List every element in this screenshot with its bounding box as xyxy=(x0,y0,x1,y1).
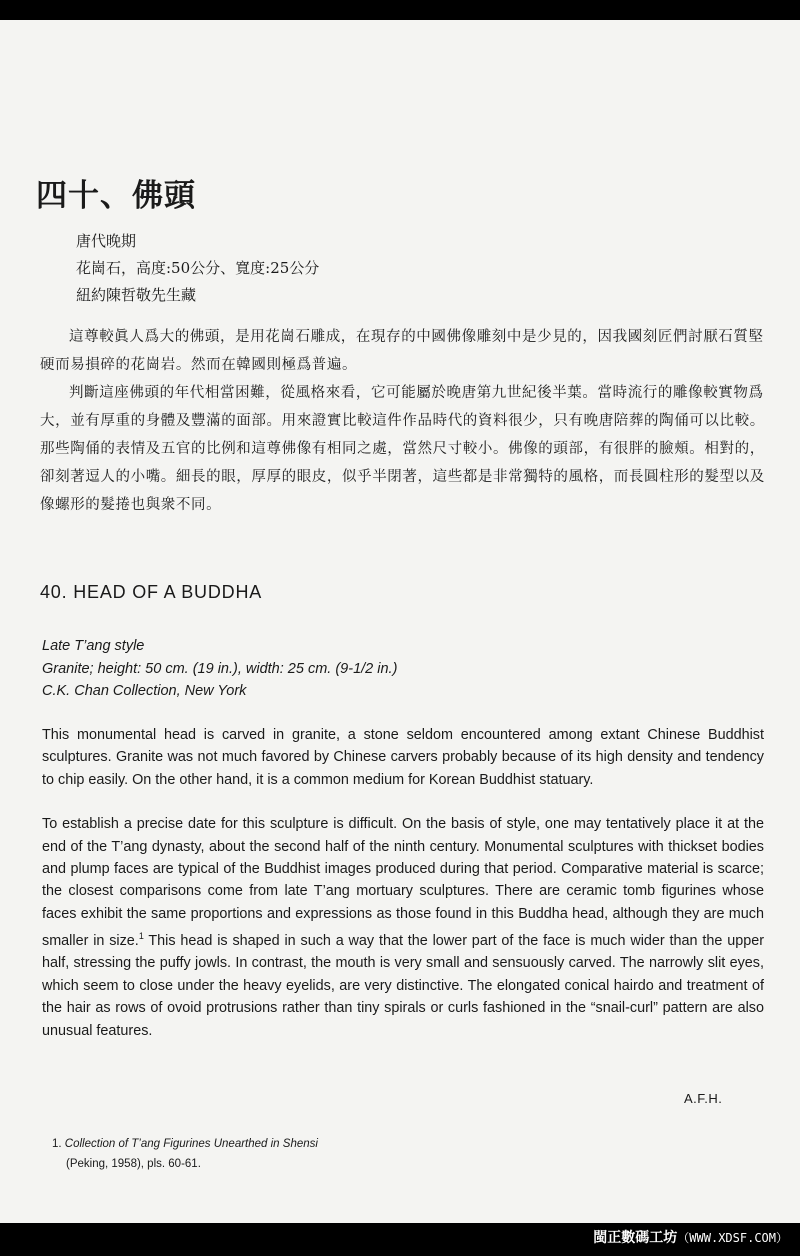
en-meta-period: Late T’ang style xyxy=(42,638,145,654)
footnote-line-1 xyxy=(52,1134,318,1154)
footer-label: 閩正數碼工坊 xyxy=(593,1230,678,1246)
page xyxy=(0,20,800,1223)
en-paragraph-2 xyxy=(42,813,764,1042)
zh-title: 四十、佛頭 xyxy=(36,178,196,214)
zh-meta xyxy=(76,228,319,309)
footnote-number: 1. xyxy=(52,1138,62,1150)
footnote-pub: (Peking, 1958), pls. 60-61. xyxy=(66,1158,201,1170)
en-body xyxy=(42,724,764,1064)
en-meta xyxy=(42,635,397,703)
footnote xyxy=(52,1134,318,1174)
zh-meta-collection: 紐約陳哲敬先生藏 xyxy=(76,286,197,304)
en-paragraph-2-part-b: This head is shaped in such a way that the lower part of the face is much wider than the upper half, stressing the puffy jowls. In contrast, the mouth is very small and sensuously carved. The narrowly slit eyes, which seem to close under the heavy eyelids, are very distinctive. The elongated conical hairdo and treatment of the hair as rows of ovoid protrusions rather than tiny spirals or curls fashioned in the “snail-curl” pattern are also unusual features. xyxy=(42,933,764,1039)
footnote-title: Collection of T’ang Figurines Unearthed in Shensi xyxy=(64,1138,318,1150)
zh-body xyxy=(40,323,765,519)
footer-watermark xyxy=(593,1227,788,1247)
author-initials: A.F.H. xyxy=(684,1091,723,1106)
footer-url: （WWW.XDSF.COM） xyxy=(677,1231,788,1245)
en-meta-material: Granite; height: 50 cm. (19 in.), width: 25 cm. (9-1/2 in.) xyxy=(42,660,398,677)
zh-meta-period: 唐代晚期 xyxy=(76,232,137,250)
zh-meta-material: 花崗石，高度:50公分、寬度:25公分 xyxy=(76,259,320,277)
footnote-ref: 1 xyxy=(138,931,144,942)
en-title: 40. HEAD OF A BUDDHA xyxy=(40,582,263,602)
en-meta-collection: C.K. Chan Collection, New York xyxy=(42,683,247,699)
en-paragraph-1: This monumental head is carved in granite, a stone seldom encountered among extant Chinese Buddhist sculptures. Granite was not much favored by Chinese carvers probably because of its high density and tendency to chip easily. On the other hand, it is a common medium for Korean Buddhist statuary. xyxy=(42,727,764,788)
zh-paragraph-1: 這尊較眞人爲大的佛頭，是用花崗石雕成，在現存的中國佛像雕刻中是少見的，因我國刻匠們討厭石質堅硬而易損碎的花崗岩。然而在韓國則極爲普遍。 xyxy=(40,329,764,373)
en-paragraph-2-part-a: To establish a precise date for this sculpture is difficult. On the basis of style, one may tentatively place it at the end of the T’ang dynasty, about the second half of the ninth century. Monumental sculptures with thickset bodies and plump faces are typical of the Buddhist images produced during that period. Comparative material is scarce; the closest comparisons come from late T’ang mortuary sculptures. There are ceramic tomb figurines whose faces exhibit the same proportions and expressions as those found in this Buddha head, although they are much smaller in size. xyxy=(42,816,764,950)
zh-paragraph-2: 判斷這座佛頭的年代相當困難，從風格來看，它可能屬於晚唐第九世紀後半葉。當時流行的雕像較實物爲大，並有厚重的身體及豐滿的面部。用來證實比較這件作品時代的資料很少，只有晚唐陪葬的陶俑可以比較。那些陶俑的表情及五官的比例和這尊佛像有相同之處，當然尺寸較小。佛像的頭部，有很胖的臉頰。相對的，卻刻著逗人的小嘴。細長的眼，厚厚的眼皮，似乎半閉著，這些都是非常獨特的風格，而長圓柱形的髮型以及像螺形的髮捲也與衆不同。 xyxy=(40,385,765,513)
